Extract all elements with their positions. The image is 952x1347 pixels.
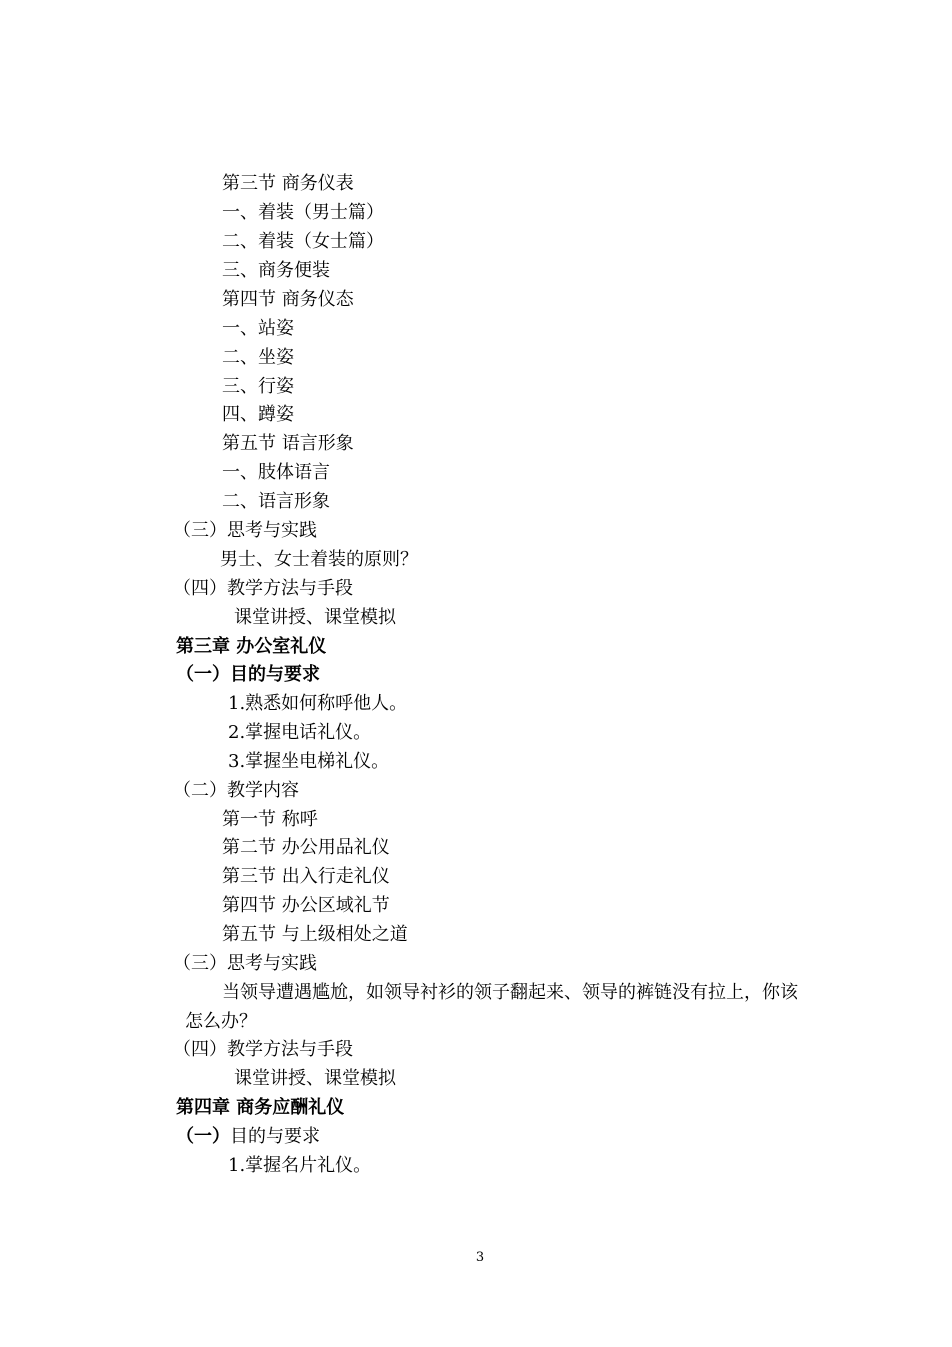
paragraph: 课堂讲授、课堂模拟 [234, 1068, 396, 1089]
subheading: （二）教学内容 [173, 780, 299, 801]
section-heading: 第五节 与上级相处之道 [222, 924, 408, 945]
subheading: （三）思考与实践 [173, 953, 317, 974]
subheading-number: （一） [176, 1126, 230, 1147]
section-heading: 第三节 出入行走礼仪 [222, 866, 390, 887]
subheading-text: 目的与要求 [230, 1126, 320, 1147]
list-item: 3.掌握坐电梯礼仪。 [228, 751, 390, 772]
paragraph: 当领导遭遇尴尬，如领导衬衫的领子翻起来、领导的裤链没有拉上，你该 [222, 982, 798, 1003]
paragraph: 男士、女士着装的原则？ [220, 549, 418, 570]
section-heading: 第四节 办公区域礼节 [222, 895, 390, 916]
list-item: 三、行姿 [222, 376, 294, 397]
list-item: 二、着装（女士篇） [222, 231, 384, 252]
list-item: 1.掌握名片礼仪。 [228, 1155, 372, 1176]
list-item: 一、着装（男士篇） [222, 202, 384, 223]
paragraph: 课堂讲授、课堂模拟 [234, 607, 396, 628]
list-item: 四、蹲姿 [222, 404, 294, 425]
subheading: （一）目的与要求 [176, 664, 320, 685]
list-item: 一、肢体语言 [222, 462, 330, 483]
subheading: （四）教学方法与手段 [173, 1039, 353, 1060]
list-item: 二、坐姿 [222, 347, 294, 368]
list-item: 三、商务便装 [222, 260, 330, 281]
section-heading: 第二节 办公用品礼仪 [222, 837, 390, 858]
subheading [176, 1125, 320, 1149]
subheading: （四）教学方法与手段 [173, 578, 353, 599]
list-item: 2.掌握电话礼仪。 [228, 722, 372, 743]
chapter-heading: 第四章 商务应酬礼仪 [176, 1097, 345, 1118]
page-number: 3 [475, 1250, 485, 1265]
chapter-heading: 第三章 办公室礼仪 [176, 636, 327, 657]
section-heading: 第四节 商务仪态 [222, 289, 354, 310]
list-item: 一、站姿 [222, 318, 294, 339]
section-heading: 第一节 称呼 [222, 809, 318, 830]
paragraph: 怎么办？ [185, 1011, 257, 1032]
section-heading: 第三节 商务仪表 [222, 173, 354, 194]
list-item: 1.熟悉如何称呼他人。 [228, 693, 408, 714]
section-heading: 第五节 语言形象 [222, 433, 354, 454]
subheading: （三）思考与实践 [173, 520, 317, 541]
list-item: 二、语言形象 [222, 491, 330, 512]
